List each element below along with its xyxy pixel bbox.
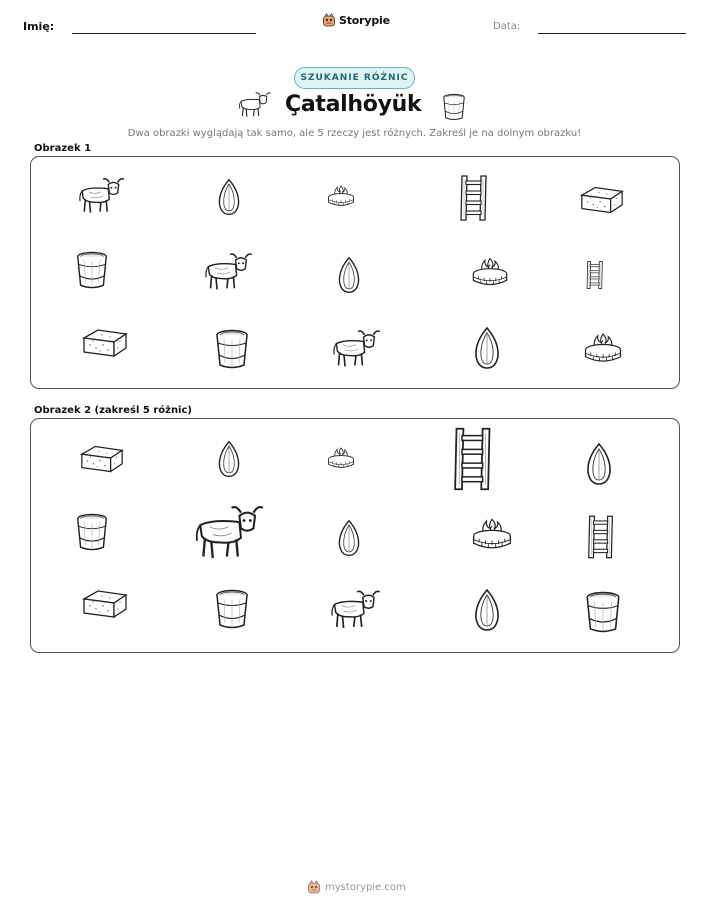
footer-url: mystorypie.com — [325, 881, 406, 893]
picture-1-fire-pit-icon[interactable] — [582, 326, 624, 370]
picture-1-bull-icon[interactable] — [78, 174, 126, 218]
date-line[interactable] — [538, 33, 686, 34]
picture-1-bull-icon[interactable] — [332, 326, 382, 372]
date-label: Data: — [493, 21, 521, 32]
footer — [307, 880, 406, 894]
picture-1-ladder-icon[interactable] — [456, 174, 492, 222]
picture-2-seed-icon[interactable] — [336, 518, 362, 558]
picture-2-bucket-icon[interactable] — [73, 510, 111, 554]
picture-2-fire-pit-icon[interactable] — [470, 512, 514, 556]
picture-2-bull-icon[interactable] — [330, 588, 382, 632]
picture-2-seed-icon[interactable] — [216, 438, 242, 480]
picture-1-label: Obrazek 1 — [34, 143, 92, 154]
title-bucket-icon — [440, 92, 468, 126]
picture-2-seed-icon[interactable] — [584, 442, 614, 486]
picture-2-seed-icon[interactable] — [472, 588, 502, 632]
picture-2-bucket-icon[interactable] — [212, 586, 252, 632]
picture-1-ladder-icon[interactable] — [584, 250, 606, 300]
picture-2-ladder-icon[interactable] — [448, 426, 498, 492]
name-line[interactable] — [72, 33, 256, 34]
brand-name: Storypie — [339, 13, 390, 27]
brand-logo — [322, 13, 390, 27]
name-label: Imię: — [23, 20, 55, 33]
picture-2-bull-icon[interactable] — [194, 502, 266, 564]
instructions-text: Dwa obrazki wyglądają tak samo, ale 5 rzeczy jest różnych. Zakreśl je na dolnym obrazku! — [127, 128, 582, 139]
title-bull-icon — [238, 91, 272, 123]
picture-2-mud-brick-icon[interactable] — [80, 586, 130, 622]
picture-2-fire-pit-icon[interactable] — [326, 438, 356, 478]
picture-1-fire-pit-icon[interactable] — [326, 176, 356, 216]
picture-1-mud-brick-icon[interactable] — [80, 326, 130, 360]
page-title: Çatalhöyük — [285, 92, 422, 117]
picture-2-mud-brick-icon[interactable] — [78, 440, 126, 478]
picture-1-seed-icon[interactable] — [216, 176, 242, 218]
picture-1-seed-icon[interactable] — [336, 256, 362, 294]
picture-2-label: Obrazek 2 (zakreśl 5 różnic) — [34, 405, 192, 416]
picture-1-fire-pit-icon[interactable] — [470, 252, 510, 292]
picture-2-bucket-icon[interactable] — [582, 588, 624, 636]
picture-1-bucket-icon[interactable] — [73, 248, 111, 292]
picture-1-seed-icon[interactable] — [472, 326, 502, 370]
storypie-mascot-icon — [307, 880, 321, 894]
picture-1-mud-brick-icon[interactable] — [578, 183, 626, 217]
picture-1-bucket-icon[interactable] — [212, 326, 252, 372]
picture-2-ladder-icon[interactable] — [584, 512, 618, 562]
activity-badge: SZUKANIE RÓŻNIC — [294, 67, 415, 89]
picture-1-bull-icon[interactable] — [204, 250, 254, 294]
storypie-mascot-icon — [322, 13, 336, 27]
